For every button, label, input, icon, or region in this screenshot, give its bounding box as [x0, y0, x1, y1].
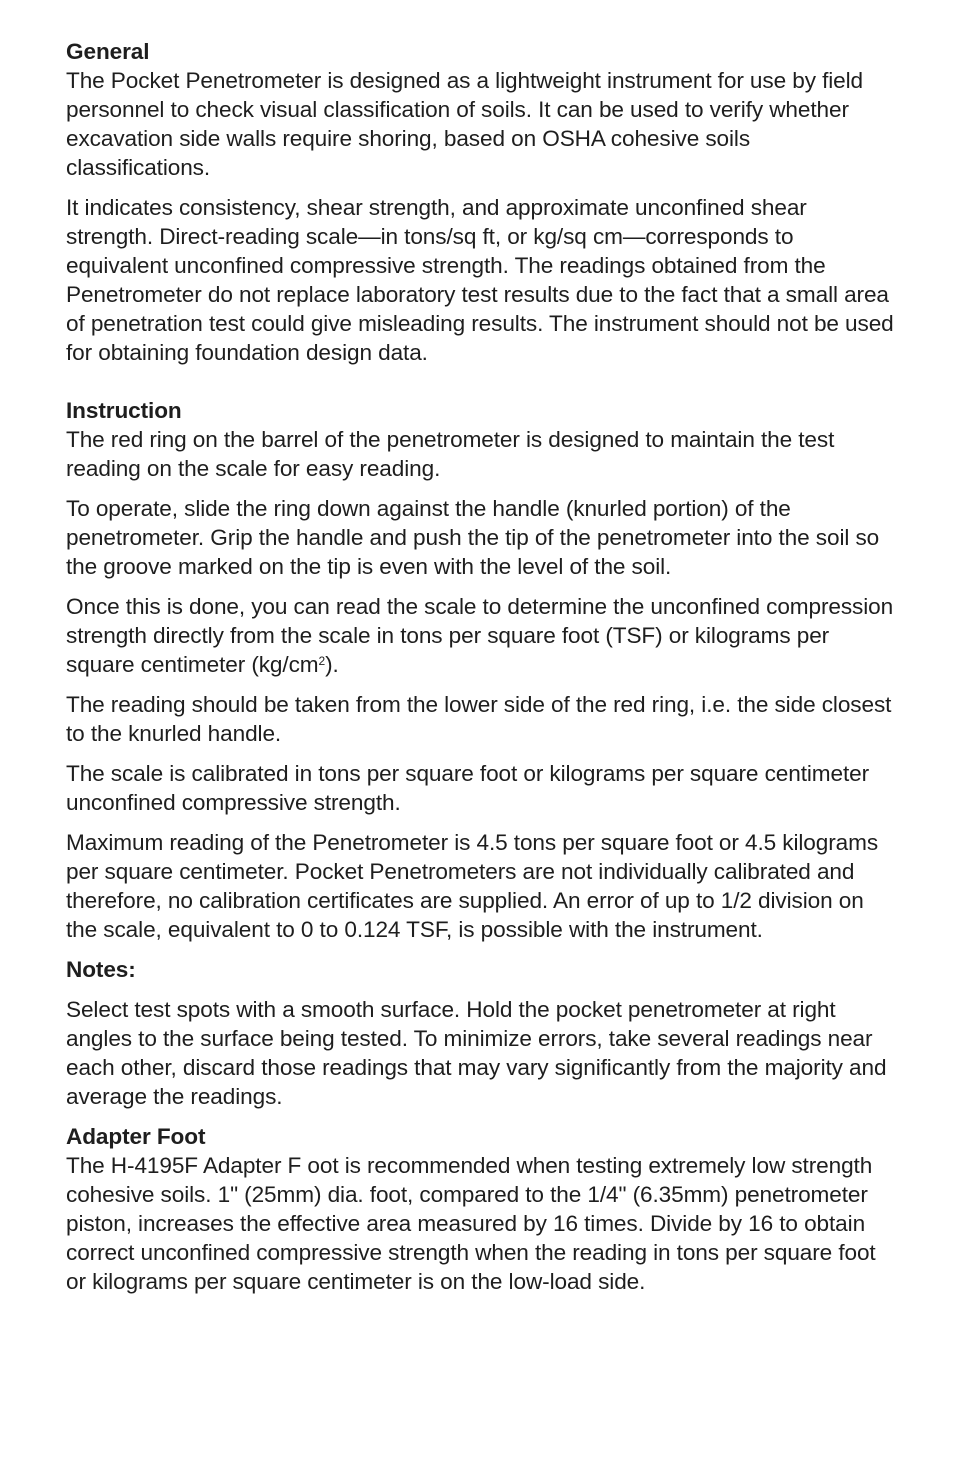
general-paragraph-2: It indicates consistency, shear strength, and approximate unconfined shear strength. Direct-reading scale—in tons/sq ft, or kg/sq cm—corresponds to equivalent unconfined compressive strength. The readings obtained from the Penetrometer do not replace laboratory test results due to the fact that a small area of penetration test could give misleading results. The instrument should not be used for obtaining foundation design data.	[66, 195, 894, 365]
general-paragraph-1: The Pocket Penetrometer is designed as a lightweight instrument for use by field personnel to check visual classification of soils. It can be used to verify whether excavation side walls require shoring, based on OSHA cohesive soils classifications.	[66, 68, 864, 180]
general-section	[66, 37, 894, 367]
adapter-foot-section	[66, 1122, 894, 1296]
notes-paragraph-1: Select test spots with a smooth surface. Hold the pocket penetrometer at right angles to the surface being tested. To minimize errors, take several readings near each other, discard those readings that may vary significantly from the majority and average the readings.	[66, 997, 887, 1109]
instruction-paragraph-2: To operate, slide the ring down against the handle (knurled portion) of the penetrometer. Grip the handle and push the tip of the penetrometer into the soil so the groove marked on the tip is even with the level of the soil.	[66, 496, 880, 579]
section-spacer	[66, 378, 894, 396]
instruction-paragraph-3	[66, 592, 894, 679]
document-page	[66, 37, 894, 1307]
instruction-paragraph-5: The scale is calibrated in tons per square foot or kilograms per square centimeter unconfined compressive strength.	[66, 761, 870, 815]
instruction-paragraph-4: The reading should be taken from the lower side of the red ring, i.e. the side closest to the knurled handle.	[66, 692, 892, 746]
instruction-paragraph-1: The red ring on the barrel of the penetrometer is designed to maintain the test reading on the scale for easy reading.	[66, 427, 835, 481]
instruction-section	[66, 396, 894, 944]
adapter-foot-paragraph-1: The H-4195F Adapter F oot is recommended when testing extremely low strength cohesive soils. 1" (25mm) dia. foot, compared to the 1/4" (6.35mm) penetrometer piston, increases the effective area measured by 16 times. Divide by 16 to obtain correct unconfined compressive strength when the reading in tons per square foot or kilograms per square centimeter is on the low-load side.	[66, 1153, 876, 1294]
instruction-heading: Instruction	[66, 398, 182, 423]
instruction-paragraph-6: Maximum reading of the Penetrometer is 4.5 tons per square foot or 4.5 kilograms per square centimeter. Pocket Penetrometers are not individually calibrated and therefore, no calibration certificates are supplied. An error of up to 1/2 division on the scale, equivalent to 0 to 0.124 TSF, is possible with the instrument.	[66, 830, 879, 942]
superscript-2: 2	[318, 654, 326, 668]
adapter-foot-heading: Adapter Foot	[66, 1124, 206, 1149]
instruction-paragraph-3-text: Once this is done, you can read the scale to determine the unconfined compression strength directly from the scale in tons per square foot (TSF) or kilograms per square centimeter (kg/cm	[66, 594, 894, 677]
instruction-paragraph-3-end: ).	[325, 652, 339, 677]
notes-heading: Notes:	[66, 957, 136, 982]
general-heading: General	[66, 39, 150, 64]
notes-section	[66, 955, 894, 1111]
